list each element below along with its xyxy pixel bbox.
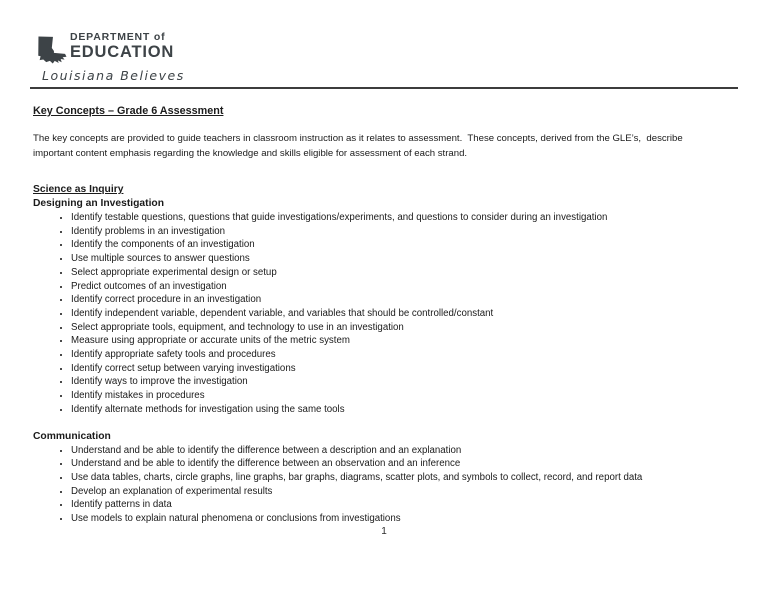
bullet-item: • Understand and be able to identify the difference between an observation and an inference — [71, 457, 760, 471]
bullet-item: • Measure using appropriate or accurate units of the metric system — [71, 334, 760, 348]
bullet-item: • Identify testable questions, questions that guide investigations/experiments, and questions to consider during an investigation — [71, 211, 760, 225]
bullet-item: • Identify problems in an investigation — [71, 225, 760, 239]
subsection-title: Communication — [33, 430, 111, 442]
logo-education-line: EDUCATION — [70, 42, 175, 61]
bullet-item: • Use data tables, charts, circle graphs, line graphs, bar graphs, diagrams, scatter plots, and symbols to collect, record, and report data — [71, 471, 760, 485]
bullet-item: • Identify patterns in data — [71, 498, 760, 512]
bullet-list — [33, 211, 760, 417]
subsection-title: Designing an Investigation — [33, 198, 165, 209]
bullet-item: • Use multiple sources to answer questions — [71, 252, 760, 266]
subsection — [33, 430, 760, 526]
bullet-item: • Identify ways to improve the investigation — [71, 375, 760, 389]
intro-line-1: The key concepts are provided to guide teachers in classroom instruction as it relates to assessment. These concepts, derived from the GLE’s, describe — [33, 133, 683, 144]
bullet-item: • Predict outcomes of an investigation — [71, 280, 760, 294]
bullet-item: • Use models to explain natural phenomena or conclusions from investigations — [71, 512, 760, 526]
logo-department-line: DEPARTMENT of — [70, 31, 166, 43]
intro-line-2: important content emphasis regarding the knowledge and skills eligible for assessment of each strand. — [33, 147, 468, 159]
horizontal-divider — [30, 87, 738, 89]
bullet-item: • Identify independent variable, dependent variable, and variables that should be controlled/constant — [71, 307, 760, 321]
page-number: 1 — [381, 526, 387, 537]
bullet-item: • Identify appropriate safety tools and procedures — [71, 348, 760, 362]
bullet-list — [33, 444, 760, 526]
logo — [36, 32, 185, 83]
bullet-item: • Identify correct procedure in an investigation — [71, 293, 760, 307]
logo-tagline: Louisiana Believes — [42, 68, 185, 83]
page-title: Key Concepts – Grade 6 Assessment — [33, 105, 224, 117]
bullet-item: • Develop an explanation of experimental results — [71, 485, 760, 499]
bullet-item: • Understand and be able to identify the difference between a description and an explanation — [71, 444, 760, 458]
bullet-item: • Identify the components of an investigation — [71, 238, 760, 252]
bullet-item: • Identify correct setup between varying investigations — [71, 362, 760, 376]
louisiana-state-icon — [36, 35, 68, 64]
sections-container — [33, 183, 760, 526]
bullet-item: • Identify alternate methods for investigation using the same tools — [71, 403, 760, 417]
bullet-item: • Identify mistakes in procedures — [71, 389, 760, 403]
bullet-item: • Select appropriate tools, equipment, and technology to use in an investigation — [71, 321, 760, 335]
section-heading: Science as Inquiry — [33, 184, 124, 195]
subsection — [33, 197, 760, 417]
intro-paragraph — [33, 132, 683, 161]
bullet-item: • Select appropriate experimental design or setup — [71, 266, 760, 280]
